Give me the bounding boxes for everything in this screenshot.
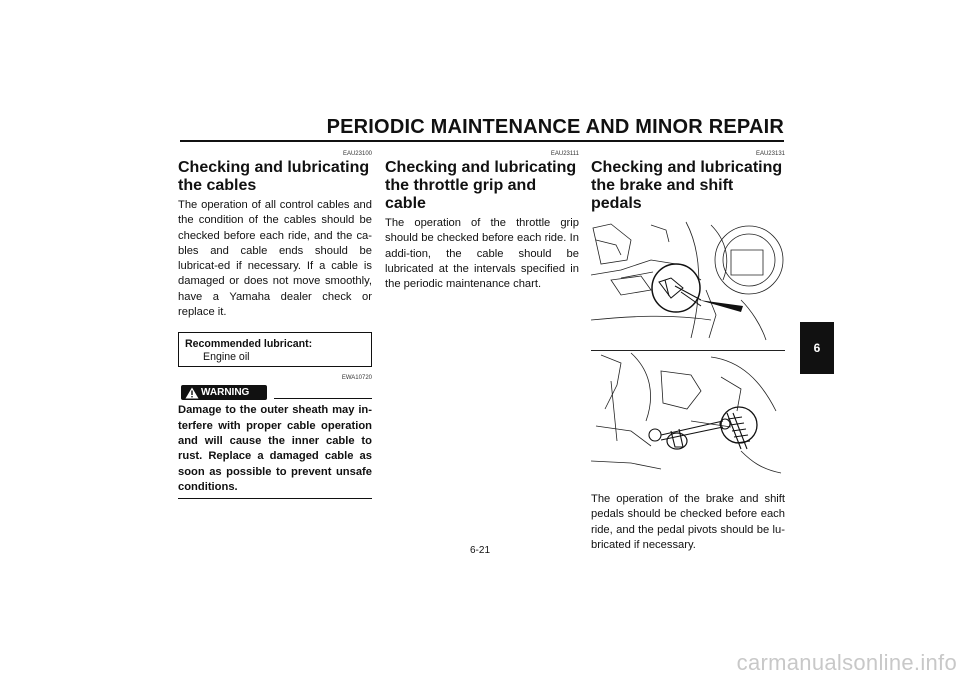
watermark: carmanualsonline.info [736,650,957,675]
section-code: EAU23100 [342,151,372,157]
lubricant-label: Recommended lubricant: [185,338,313,351]
cables-body-text: The operation of all control cables and the condition of the cables should be checked before each ride, and the ca-bles and cable ends should be lubricat-ed if necessary. If a cable is damaged or does not move smoothly, have a Yamaha dealer check or replace it. [178,199,372,319]
shift-pedal-illustration [591,351,785,477]
header-rule [180,140,784,142]
warning-end-rule [178,498,372,499]
warning-label: WARNING [201,387,250,399]
column-cables [178,150,372,499]
throttle-body-text: The operation of the throttle grip should be checked before each ride. In addi-tion, the cable should be lubricated at the intervals specified in the periodic maintenance chart. [385,217,579,291]
warning-badge [181,385,267,400]
page-header: PERIODIC MAINTENANCE AND MINOR REPAIR [326,116,784,138]
recommended-lubricant-box [178,332,372,367]
brake-pedal-illustration [591,220,785,345]
column-throttle [385,150,579,292]
pedals-body-text: The operation of the brake and shift pedals should be checked before each ride, and the pedal pivots should be lu-bricated if necessary. [591,493,785,551]
page-number: 6-21 [469,545,490,556]
chapter-tab: 6 [800,322,834,374]
section-heading-throttle: Checking and lubricating the throttle grip and cable [385,159,577,212]
section-heading-pedals: Checking and lubricating the brake and shift pedals [591,159,783,212]
warning-code: EWA10720 [341,375,372,382]
warning-triangle-icon [183,385,201,400]
column-pedals [591,150,785,553]
warning-header [178,375,372,399]
section-code: EAU23111 [550,151,579,157]
lubricant-value: Engine oil [203,350,250,363]
warning-rule [274,398,372,399]
section-heading-cables: Checking and lubricating the cables [178,159,370,194]
warning-text: Damage to the outer sheath may in-terfere with proper cable operation and will cause the inner cable to rust. Replace a damaged cable as soon as possible to prevent unsafe conditions. [178,404,372,493]
section-code: EAU23131 [755,151,785,157]
